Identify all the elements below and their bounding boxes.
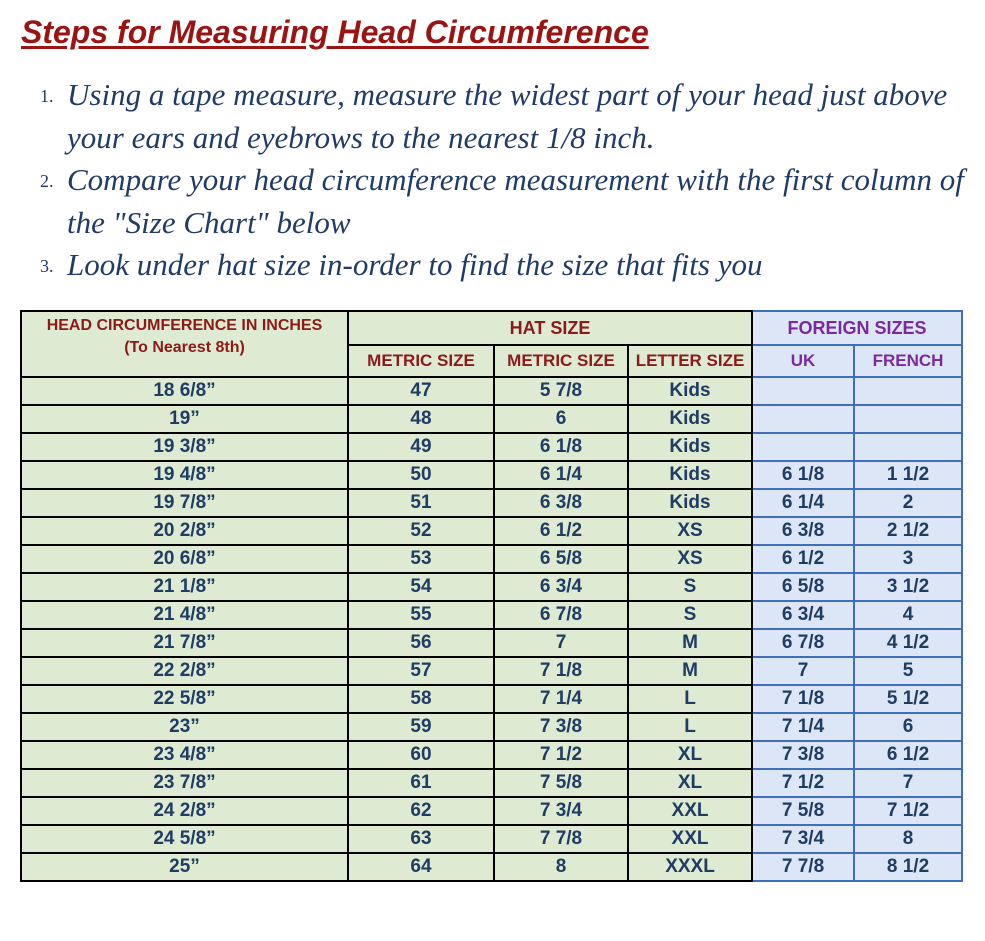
metric-size-fraction-cell: 7 7/8 <box>494 825 628 853</box>
table-row <box>21 713 962 741</box>
hat-size-header: HAT SIZE <box>348 311 752 345</box>
page-title: Steps for Measuring Head Circumference <box>21 14 649 50</box>
metric-size-fraction-cell: 6 1/8 <box>494 433 628 461</box>
uk-size-cell: 7 1/4 <box>752 713 854 741</box>
head-circumference-cell: 24 2/8” <box>21 797 348 825</box>
metric-size-fraction-cell: 8 <box>494 853 628 881</box>
step-text: Look under hat size in-order to find the size that fits you <box>67 247 763 282</box>
table-row <box>21 629 962 657</box>
step-number: 1. <box>40 86 54 106</box>
steps-list <box>0 74 985 287</box>
metric-size-cell: 48 <box>348 405 494 433</box>
table-row <box>21 545 962 573</box>
french-size-cell: 1 1/2 <box>854 461 962 489</box>
head-circumference-cell: 21 1/8” <box>21 573 348 601</box>
head-circumference-cell: 20 6/8” <box>21 545 348 573</box>
head-circumference-header-title: HEAD CIRCUMFERENCE IN INCHES <box>46 317 323 334</box>
uk-size-cell: 6 3/8 <box>752 517 854 545</box>
french-size-cell: 4 1/2 <box>854 629 962 657</box>
table-row <box>21 489 962 517</box>
letter-size-cell: XS <box>628 545 752 573</box>
metric-size-cell: 54 <box>348 573 494 601</box>
foreign-sizes-header: FOREIGN SIZES <box>752 311 962 345</box>
french-header: FRENCH <box>854 345 962 377</box>
head-circumference-cell: 21 7/8” <box>21 629 348 657</box>
french-size-cell: 2 <box>854 489 962 517</box>
head-circumference-cell: 22 2/8” <box>21 657 348 685</box>
metric-size-fraction-cell: 7 1/2 <box>494 741 628 769</box>
metric-size-cell: 47 <box>348 377 494 405</box>
head-circumference-header <box>21 311 348 377</box>
uk-header: UK <box>752 345 854 377</box>
step-item <box>0 159 985 244</box>
metric-size-fraction-cell: 6 1/2 <box>494 517 628 545</box>
french-size-cell: 8 <box>854 825 962 853</box>
head-circumference-cell: 22 5/8” <box>21 685 348 713</box>
uk-size-cell <box>752 433 854 461</box>
metric-size-fraction-cell: 7 3/8 <box>494 713 628 741</box>
letter-size-header: LETTER SIZE <box>628 345 752 377</box>
metric-size-cell: 52 <box>348 517 494 545</box>
table-row <box>21 657 962 685</box>
uk-size-cell <box>752 377 854 405</box>
head-circumference-cell: 19 3/8” <box>21 433 348 461</box>
table-row <box>21 825 962 853</box>
french-size-cell: 3 1/2 <box>854 573 962 601</box>
step-item <box>0 74 985 159</box>
letter-size-cell: Kids <box>628 405 752 433</box>
uk-size-cell: 7 5/8 <box>752 797 854 825</box>
metric-size-fraction-cell: 6 5/8 <box>494 545 628 573</box>
metric-size-cell: 58 <box>348 685 494 713</box>
metric-size-fraction-cell: 7 3/4 <box>494 797 628 825</box>
head-circumference-cell: 23” <box>21 713 348 741</box>
letter-size-cell: Kids <box>628 489 752 517</box>
metric-size-fraction-cell: 6 <box>494 405 628 433</box>
metric-size-cell: 51 <box>348 489 494 517</box>
letter-size-cell: Kids <box>628 377 752 405</box>
uk-size-cell: 6 1/4 <box>752 489 854 517</box>
metric-size-cell: 56 <box>348 629 494 657</box>
metric-size-fraction-cell: 5 7/8 <box>494 377 628 405</box>
table-row <box>21 769 962 797</box>
table-row <box>21 741 962 769</box>
table-row <box>21 405 962 433</box>
table-row <box>21 517 962 545</box>
french-size-cell: 8 1/2 <box>854 853 962 881</box>
metric-size-cell: 53 <box>348 545 494 573</box>
head-circumference-cell: 23 7/8” <box>21 769 348 797</box>
table-row <box>21 685 962 713</box>
letter-size-cell: XXXL <box>628 853 752 881</box>
table-row <box>21 853 962 881</box>
uk-size-cell: 6 1/2 <box>752 545 854 573</box>
letter-size-cell: XL <box>628 769 752 797</box>
french-size-cell: 3 <box>854 545 962 573</box>
head-circumference-cell: 18 6/8” <box>21 377 348 405</box>
head-circumference-header-note: (To Nearest 8th) <box>124 339 245 356</box>
uk-size-cell: 7 1/2 <box>752 769 854 797</box>
table-row <box>21 797 962 825</box>
uk-size-cell: 7 3/4 <box>752 825 854 853</box>
french-size-cell: 4 <box>854 601 962 629</box>
french-size-cell: 6 <box>854 713 962 741</box>
letter-size-cell: M <box>628 629 752 657</box>
metric-size-fraction-cell: 7 <box>494 629 628 657</box>
metric-size-fraction-cell: 7 5/8 <box>494 769 628 797</box>
table-row <box>21 461 962 489</box>
metric-size-fraction-cell: 6 7/8 <box>494 601 628 629</box>
french-size-cell: 5 1/2 <box>854 685 962 713</box>
french-size-cell <box>854 377 962 405</box>
table-row <box>21 601 962 629</box>
letter-size-cell: XXL <box>628 825 752 853</box>
uk-size-cell: 7 3/8 <box>752 741 854 769</box>
letter-size-cell: S <box>628 573 752 601</box>
metric-size-cell: 49 <box>348 433 494 461</box>
metric-size-cell: 55 <box>348 601 494 629</box>
uk-size-cell: 6 7/8 <box>752 629 854 657</box>
french-size-cell: 6 1/2 <box>854 741 962 769</box>
step-text: Using a tape measure, measure the widest part of your head just above your ears and eyebrows to the nearest 1/8 inch. <box>67 77 948 155</box>
french-size-cell <box>854 433 962 461</box>
uk-size-cell: 7 1/8 <box>752 685 854 713</box>
letter-size-cell: XS <box>628 517 752 545</box>
letter-size-cell: L <box>628 685 752 713</box>
french-size-cell: 2 1/2 <box>854 517 962 545</box>
head-circumference-cell: 20 2/8” <box>21 517 348 545</box>
french-size-cell: 5 <box>854 657 962 685</box>
letter-size-cell: XXL <box>628 797 752 825</box>
table-row <box>21 433 962 461</box>
letter-size-cell: M <box>628 657 752 685</box>
metric-size-fraction-header: METRIC SIZE <box>494 345 628 377</box>
metric-size-cell: 59 <box>348 713 494 741</box>
table-row <box>21 573 962 601</box>
french-size-cell: 7 <box>854 769 962 797</box>
metric-size-cell: 62 <box>348 797 494 825</box>
metric-size-cell: 57 <box>348 657 494 685</box>
metric-size-cell: 63 <box>348 825 494 853</box>
step-number: 3. <box>40 256 54 276</box>
metric-size-cell: 60 <box>348 741 494 769</box>
letter-size-cell: Kids <box>628 433 752 461</box>
metric-size-fraction-cell: 6 1/4 <box>494 461 628 489</box>
header-row-1 <box>21 311 962 345</box>
head-circumference-cell: 21 4/8” <box>21 601 348 629</box>
letter-size-cell: Kids <box>628 461 752 489</box>
head-circumference-cell: 25” <box>21 853 348 881</box>
metric-size-cell: 50 <box>348 461 494 489</box>
head-circumference-cell: 24 5/8” <box>21 825 348 853</box>
step-item <box>0 244 985 287</box>
uk-size-cell: 6 5/8 <box>752 573 854 601</box>
uk-size-cell <box>752 405 854 433</box>
step-number: 2. <box>40 171 54 191</box>
uk-size-cell: 7 <box>752 657 854 685</box>
head-circumference-cell: 19 7/8” <box>21 489 348 517</box>
uk-size-cell: 6 3/4 <box>752 601 854 629</box>
letter-size-cell: S <box>628 601 752 629</box>
letter-size-cell: XL <box>628 741 752 769</box>
metric-size-header: METRIC SIZE <box>348 345 494 377</box>
size-chart-table <box>20 310 963 882</box>
metric-size-fraction-cell: 6 3/8 <box>494 489 628 517</box>
uk-size-cell: 6 1/8 <box>752 461 854 489</box>
metric-size-fraction-cell: 7 1/4 <box>494 685 628 713</box>
uk-size-cell: 7 7/8 <box>752 853 854 881</box>
french-size-cell <box>854 405 962 433</box>
french-size-cell: 7 1/2 <box>854 797 962 825</box>
head-circumference-cell: 23 4/8” <box>21 741 348 769</box>
metric-size-cell: 64 <box>348 853 494 881</box>
metric-size-fraction-cell: 7 1/8 <box>494 657 628 685</box>
metric-size-cell: 61 <box>348 769 494 797</box>
metric-size-fraction-cell: 6 3/4 <box>494 573 628 601</box>
step-text: Compare your head circumference measurement with the first column of the "Size Chart" below <box>67 162 964 240</box>
head-circumference-cell: 19 4/8” <box>21 461 348 489</box>
head-circumference-cell: 19” <box>21 405 348 433</box>
letter-size-cell: L <box>628 713 752 741</box>
table-row <box>21 377 962 405</box>
